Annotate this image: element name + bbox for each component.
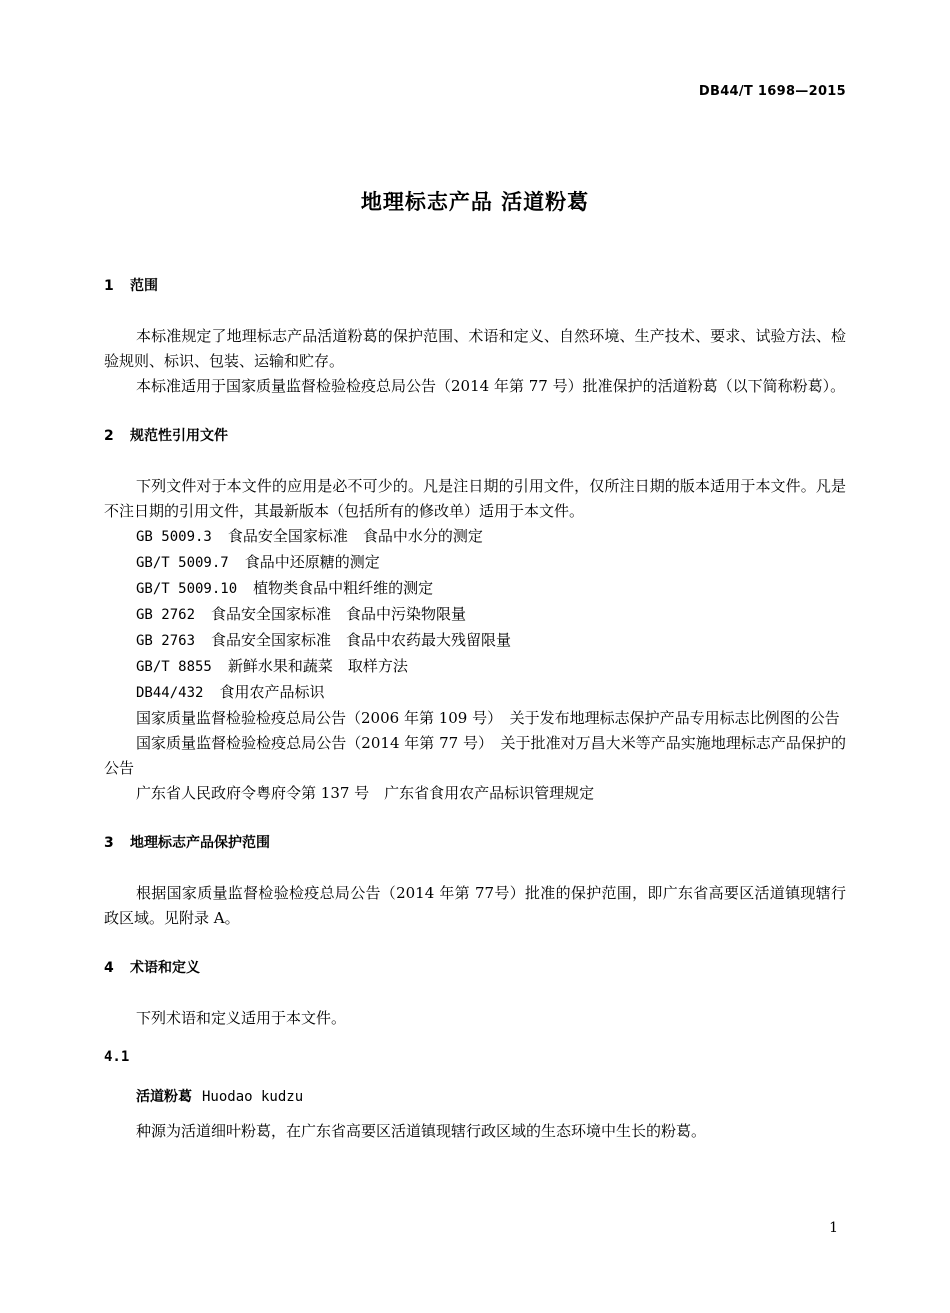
paragraph: 本标准规定了地理标志产品活道粉葛的保护范围、术语和定义、自然环境、生产技术、要求、试验方法、检验规则、标识、包装、运输和贮存。 [104, 327, 846, 370]
standard-number: DB44/T 1698—2015 [698, 84, 846, 99]
paragraph: 本标准适用于国家质量监督检验检疫总局公告（2014 年第 77 号）批准保护的活道粉葛（以下简称粉葛）。 [136, 377, 846, 395]
section-title: 范围 [130, 278, 158, 294]
section-3-heading [104, 833, 846, 853]
section-2-heading [104, 426, 846, 446]
section-number: 3 [104, 835, 114, 851]
document-body [104, 276, 846, 1144]
reference-item-long: 广东省人民政府令粤府令第 137 号 广东省食用农产品标识管理规定 [136, 784, 595, 802]
reference-item [104, 602, 846, 628]
reference-item-long: 国家质量监督检验检疫总局公告（2006 年第 109 号） 关于发布地理标志保护产品专用标志比例图的公告 [136, 709, 840, 727]
section-title: 地理标志产品保护范围 [130, 835, 270, 851]
paragraph: 下列文件对于本文件的应用是必不可少的。凡是注日期的引用文件，仅所注日期的版本适用于本文件。凡是不注日期的引用文件，其最新版本（包括所有的修改单）适用于本文件。 [104, 477, 846, 520]
reference-item [104, 654, 846, 680]
reference-title: 食用农产品标识 [219, 683, 325, 701]
reference-code: GB 5009.3 [136, 529, 212, 545]
reference-title: 新鲜水果和蔬菜 取样方法 [227, 657, 408, 675]
section-number: 4 [104, 960, 114, 976]
term-heading [104, 1087, 846, 1107]
term-english: Huodao kudzu [202, 1089, 304, 1105]
reference-item [104, 628, 846, 654]
reference-code: GB 2762 [136, 607, 196, 623]
reference-item [104, 576, 846, 602]
reference-code: GB/T 5009.10 [136, 581, 238, 597]
term-definition: 种源为活道细叶粉葛，在广东省高要区活道镇现辖行政区域的生态环境中生长的粉葛。 [136, 1122, 707, 1140]
paragraph: 下列术语和定义适用于本文件。 [136, 1009, 347, 1027]
section-1-heading [104, 276, 846, 296]
reference-item [104, 550, 846, 576]
reference-title: 食品安全国家标准 食品中水分的测定 [227, 527, 483, 545]
reference-code: GB/T 8855 [136, 659, 212, 675]
section-number: 1 [104, 278, 114, 294]
reference-code: GB/T 5009.7 [136, 555, 229, 571]
page-number: 1 [829, 1220, 838, 1236]
reference-item-long: 国家质量监督检验检疫总局公告（2014 年第 77 号） 关于批准对万昌大米等产品实施地理标志产品保护的公告 [104, 734, 846, 777]
section-number: 2 [104, 428, 114, 444]
reference-title: 植物类食品中粗纤维的测定 [253, 579, 434, 597]
term-chinese: 活道粉葛 [136, 1089, 192, 1105]
paragraph: 根据国家质量监督检验检疫总局公告（2014 年第 77号）批准的保护范围，即广东省高要区活道镇现辖行政区域。见附录 A。 [104, 884, 846, 927]
section-title: 术语和定义 [130, 960, 200, 976]
reference-code: GB 2763 [136, 633, 196, 649]
document-title: 地理标志产品 活道粉葛 [360, 190, 590, 214]
reference-item [104, 524, 846, 550]
subsection-number: 4.1 [104, 1049, 130, 1065]
reference-code: DB44/432 [136, 685, 204, 701]
section-4-heading [104, 958, 846, 978]
reference-title: 食品安全国家标准 食品中污染物限量 [211, 605, 467, 623]
reference-title: 食品安全国家标准 食品中农药最大残留限量 [211, 631, 512, 649]
section-title: 规范性引用文件 [130, 428, 228, 444]
reference-item [104, 680, 846, 706]
reference-title: 食品中还原糖的测定 [244, 553, 380, 571]
